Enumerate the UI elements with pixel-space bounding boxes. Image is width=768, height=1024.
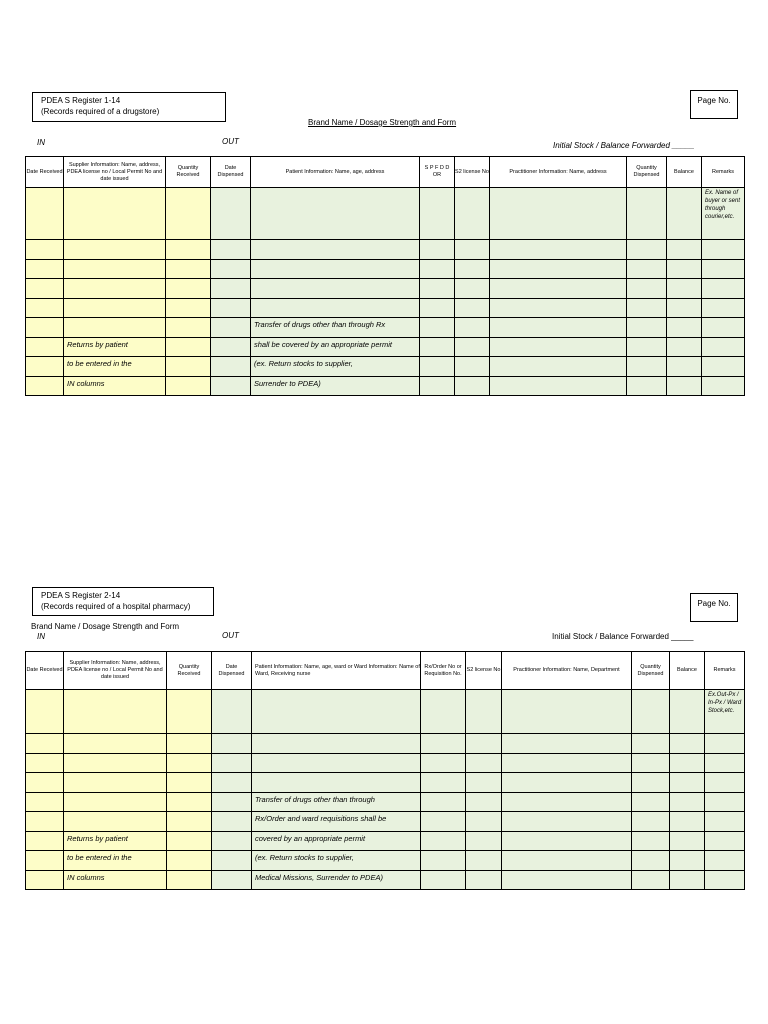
- form1-header-row: [26, 157, 745, 188]
- table-cell[interactable]: [166, 299, 211, 318]
- table-cell[interactable]: [26, 871, 64, 890]
- table-cell[interactable]: [705, 793, 745, 812]
- table-row: [26, 377, 745, 396]
- header-patient-ward-info: Patient Information: Name, age, ward or Ward Information: Name of Ward, Receiving nurse: [252, 652, 421, 690]
- table-row: [26, 793, 745, 812]
- form1-note-left-1: Returns by patient: [64, 338, 166, 357]
- table-cell[interactable]: [667, 188, 702, 240]
- table-row: [26, 260, 745, 279]
- table-cell[interactable]: [212, 851, 252, 871]
- table-cell[interactable]: [627, 240, 667, 260]
- header-quantity-dispensed: Quantity Dispensed: [632, 652, 670, 690]
- table-cell[interactable]: [64, 690, 167, 734]
- table-cell[interactable]: [420, 318, 455, 338]
- table-cell[interactable]: [670, 734, 705, 754]
- header-supplier-info: Supplier Information: Name, address, PDEA license no / Local Permit No and date issued: [64, 157, 166, 188]
- table-cell[interactable]: [26, 357, 64, 377]
- table-cell[interactable]: [212, 812, 252, 832]
- table-cell[interactable]: [667, 338, 702, 357]
- table-cell[interactable]: [490, 279, 627, 299]
- form2-page-no: Page No.: [697, 599, 731, 608]
- table-row: [26, 754, 745, 773]
- table-cell[interactable]: [26, 240, 64, 260]
- table-cell[interactable]: [705, 832, 745, 851]
- table-cell[interactable]: [26, 690, 64, 734]
- table-cell[interactable]: [705, 773, 745, 793]
- table-cell[interactable]: [166, 240, 211, 260]
- table-cell[interactable]: [466, 832, 502, 851]
- table-cell[interactable]: [64, 773, 167, 793]
- table-cell[interactable]: [64, 754, 167, 773]
- table-cell[interactable]: [26, 188, 64, 240]
- form2-header-row: [26, 652, 745, 690]
- table-cell[interactable]: [667, 318, 702, 338]
- table-cell[interactable]: [667, 240, 702, 260]
- table-cell[interactable]: [702, 357, 745, 377]
- table-cell[interactable]: [490, 188, 627, 240]
- table-cell[interactable]: [490, 240, 627, 260]
- table-cell[interactable]: [670, 871, 705, 890]
- form2-note-right-5: Medical Missions, Surrender to PDEA): [252, 871, 421, 890]
- table-row: [26, 299, 745, 318]
- form2-initial-stock: Initial Stock / Balance Forwarded _____: [552, 632, 694, 641]
- table-cell[interactable]: [667, 260, 702, 279]
- table-cell[interactable]: [455, 240, 490, 260]
- table-cell[interactable]: [211, 240, 251, 260]
- table-cell[interactable]: [252, 773, 421, 793]
- table-cell[interactable]: [632, 734, 670, 754]
- table-cell[interactable]: [64, 188, 166, 240]
- table-cell[interactable]: [64, 279, 166, 299]
- table-cell[interactable]: [667, 357, 702, 377]
- form1-out-label: OUT: [222, 137, 239, 146]
- form1-in-label: IN: [37, 138, 45, 147]
- table-cell[interactable]: [627, 299, 667, 318]
- form1-title-box: [32, 92, 226, 122]
- table-cell[interactable]: [421, 690, 466, 734]
- header-remarks: Remarks: [705, 652, 745, 690]
- table-cell[interactable]: [167, 754, 212, 773]
- table-cell[interactable]: [466, 812, 502, 832]
- table-cell[interactable]: [490, 318, 627, 338]
- table-cell[interactable]: [167, 871, 212, 890]
- table-cell[interactable]: [667, 279, 702, 299]
- table-cell[interactable]: [420, 188, 455, 240]
- form2-note-left-1: Returns by patient: [64, 832, 167, 851]
- table-cell[interactable]: [26, 812, 64, 832]
- table-cell[interactable]: [64, 260, 166, 279]
- table-cell[interactable]: [212, 734, 252, 754]
- table-row: [26, 832, 745, 851]
- table-cell[interactable]: [211, 318, 251, 338]
- form1-page-no: Page No.: [697, 96, 731, 105]
- header-remarks: Remarks: [702, 157, 745, 188]
- table-cell[interactable]: [502, 793, 632, 812]
- table-cell[interactable]: [167, 851, 212, 871]
- table-row: [26, 871, 745, 890]
- table-row: [26, 851, 745, 871]
- table-cell[interactable]: [702, 279, 745, 299]
- table-cell[interactable]: [632, 812, 670, 832]
- header-patient-info: Patient Information: Name, age, address: [251, 157, 420, 188]
- table-row: [26, 279, 745, 299]
- table-cell[interactable]: [705, 851, 745, 871]
- table-cell[interactable]: [421, 793, 466, 812]
- table-cell[interactable]: [627, 377, 667, 396]
- form1-title: PDEA S Register 1-14: [41, 96, 121, 105]
- table-cell[interactable]: [64, 812, 167, 832]
- table-cell[interactable]: [502, 871, 632, 890]
- table-cell[interactable]: [167, 793, 212, 812]
- table-cell[interactable]: [420, 260, 455, 279]
- table-cell[interactable]: [455, 260, 490, 279]
- table-row: [26, 188, 745, 240]
- form2-subtitle: (Records required of a hospital pharmacy): [41, 602, 191, 611]
- table-cell[interactable]: [26, 338, 64, 357]
- table-cell[interactable]: [420, 279, 455, 299]
- form2-note-left-2: to be entered in the: [64, 851, 167, 871]
- table-cell[interactable]: [627, 188, 667, 240]
- table-cell[interactable]: [421, 773, 466, 793]
- form1-subtitle: (Records required of a drugstore): [41, 107, 160, 116]
- table-cell[interactable]: [211, 188, 251, 240]
- table-cell[interactable]: [490, 357, 627, 377]
- table-cell[interactable]: [420, 338, 455, 357]
- table-cell[interactable]: [212, 793, 252, 812]
- header-date-dispensed: Date Dispensed: [212, 652, 252, 690]
- header-supplier-info: Supplier Information: Name, address, PDEA license no / Local Permit No and date issued: [64, 652, 167, 690]
- table-row: [26, 734, 745, 754]
- table-cell[interactable]: [627, 338, 667, 357]
- table-cell[interactable]: [252, 734, 421, 754]
- form2-note-right-4: (ex. Return stocks to supplier,: [252, 851, 421, 871]
- table-cell[interactable]: [466, 773, 502, 793]
- table-cell[interactable]: [166, 377, 211, 396]
- table-cell[interactable]: [251, 240, 420, 260]
- table-row: [26, 318, 745, 338]
- form1-note-right-2: shall be covered by an appropriate permit: [251, 338, 420, 357]
- table-cell[interactable]: [702, 318, 745, 338]
- table-cell[interactable]: [705, 754, 745, 773]
- table-cell[interactable]: [502, 734, 632, 754]
- header-s2-license: S2 license No: [466, 652, 502, 690]
- table-cell[interactable]: [251, 188, 420, 240]
- table-cell[interactable]: [670, 690, 705, 734]
- table-cell[interactable]: [502, 832, 632, 851]
- table-cell[interactable]: [26, 260, 64, 279]
- table-cell[interactable]: [466, 754, 502, 773]
- header-quantity-dispensed: Quantity Dispensed: [627, 157, 667, 188]
- table-cell[interactable]: [627, 357, 667, 377]
- table-cell[interactable]: [421, 832, 466, 851]
- table-cell[interactable]: [166, 338, 211, 357]
- form1-initial-stock: Initial Stock / Balance Forwarded _____: [553, 141, 695, 150]
- header-spfdd: S P F D D OR: [420, 157, 455, 188]
- table-cell[interactable]: [490, 338, 627, 357]
- header-balance: Balance: [670, 652, 705, 690]
- table-row: [26, 357, 745, 377]
- header-date-received: Date Received: [26, 652, 64, 690]
- form2-note-right-2: Rx/Order and ward requisitions shall be: [252, 812, 421, 832]
- table-cell[interactable]: [632, 690, 670, 734]
- table-cell[interactable]: [490, 377, 627, 396]
- table-cell[interactable]: [26, 734, 64, 754]
- table-cell[interactable]: [420, 357, 455, 377]
- table-cell[interactable]: [167, 812, 212, 832]
- table-cell[interactable]: [421, 754, 466, 773]
- table-cell[interactable]: [420, 299, 455, 318]
- header-date-received: Date Received: [26, 157, 64, 188]
- header-quantity-received: Quantity Received: [167, 652, 212, 690]
- table-cell[interactable]: [670, 812, 705, 832]
- table-cell[interactable]: [627, 279, 667, 299]
- header-practitioner-info: Practitioner Information: Name, Department: [502, 652, 632, 690]
- table-cell[interactable]: [632, 851, 670, 871]
- table-cell[interactable]: [421, 734, 466, 754]
- table-cell[interactable]: [64, 793, 167, 812]
- table-cell[interactable]: [702, 377, 745, 396]
- table-cell[interactable]: [166, 260, 211, 279]
- form1-note-left-3: IN columns: [64, 377, 166, 396]
- table-cell[interactable]: [702, 260, 745, 279]
- table-cell[interactable]: [26, 851, 64, 871]
- table-cell[interactable]: [212, 832, 252, 851]
- table-cell[interactable]: [64, 318, 166, 338]
- table-cell[interactable]: [455, 279, 490, 299]
- table-cell[interactable]: [670, 773, 705, 793]
- table-cell[interactable]: [26, 279, 64, 299]
- table-cell[interactable]: [420, 377, 455, 396]
- table-cell[interactable]: [455, 299, 490, 318]
- table-cell[interactable]: [212, 754, 252, 773]
- table-cell[interactable]: [702, 338, 745, 357]
- table-cell[interactable]: [632, 832, 670, 851]
- table-cell[interactable]: [26, 318, 64, 338]
- table-cell[interactable]: [490, 299, 627, 318]
- table-cell[interactable]: [502, 690, 632, 734]
- table-cell[interactable]: [421, 812, 466, 832]
- table-cell[interactable]: [420, 240, 455, 260]
- header-rx-order-no: Rx/Order No or Requisition No.: [421, 652, 466, 690]
- table-cell[interactable]: [166, 279, 211, 299]
- form2-register-table: [25, 651, 745, 890]
- table-cell[interactable]: [211, 299, 251, 318]
- table-cell[interactable]: [211, 260, 251, 279]
- table-cell[interactable]: [166, 188, 211, 240]
- table-row: [26, 338, 745, 357]
- table-cell[interactable]: [705, 871, 745, 890]
- table-cell[interactable]: [466, 871, 502, 890]
- table-cell[interactable]: [251, 279, 420, 299]
- form1-note-left-2: to be entered in the: [64, 357, 166, 377]
- table-cell[interactable]: [490, 260, 627, 279]
- form1-note-right-3: (ex. Return stocks to supplier,: [251, 357, 420, 377]
- table-cell[interactable]: [167, 773, 212, 793]
- table-cell[interactable]: [466, 851, 502, 871]
- form2-title-box: [32, 587, 214, 616]
- form2-remarks-note: Ex.Out-Px / In-Px / Ward Stock,etc.: [705, 690, 745, 734]
- table-cell[interactable]: [466, 793, 502, 812]
- table-cell[interactable]: [421, 851, 466, 871]
- header-quantity-received: Quantity Received: [166, 157, 211, 188]
- table-cell[interactable]: [64, 734, 167, 754]
- table-cell[interactable]: [455, 188, 490, 240]
- header-practitioner-info: Practitioner Information: Name, address: [490, 157, 627, 188]
- table-cell[interactable]: [455, 318, 490, 338]
- form1-page-no-box: [690, 90, 738, 119]
- form1-register-table: [25, 156, 745, 396]
- table-cell[interactable]: [212, 690, 252, 734]
- form1-remarks-note: Ex. Name of buyer or sent through courier,etc.: [702, 188, 745, 240]
- table-cell[interactable]: [252, 754, 421, 773]
- table-cell[interactable]: [702, 299, 745, 318]
- header-balance: Balance: [667, 157, 702, 188]
- form2-brand-label: Brand Name / Dosage Strength and Form: [31, 622, 180, 631]
- table-cell[interactable]: [627, 260, 667, 279]
- table-cell[interactable]: [670, 832, 705, 851]
- table-cell[interactable]: [26, 299, 64, 318]
- table-cell[interactable]: [26, 773, 64, 793]
- header-date-dispensed: Date Dispensed: [211, 157, 251, 188]
- table-cell[interactable]: [455, 338, 490, 357]
- table-cell[interactable]: [166, 318, 211, 338]
- table-cell[interactable]: [632, 773, 670, 793]
- table-cell[interactable]: [502, 851, 632, 871]
- table-row: [26, 812, 745, 832]
- table-cell[interactable]: [667, 377, 702, 396]
- table-cell[interactable]: [26, 832, 64, 851]
- table-cell[interactable]: [251, 260, 420, 279]
- form2-note-right-3: covered by an appropriate permit: [252, 832, 421, 851]
- table-cell[interactable]: [627, 318, 667, 338]
- table-cell[interactable]: [502, 773, 632, 793]
- table-cell[interactable]: [421, 871, 466, 890]
- table-cell[interactable]: [632, 871, 670, 890]
- table-cell[interactable]: [211, 338, 251, 357]
- form1-note-right-4: Surrender to PDEA): [251, 377, 420, 396]
- table-cell[interactable]: [166, 357, 211, 377]
- header-s2-license: S2 license No: [455, 157, 490, 188]
- table-cell[interactable]: [167, 690, 212, 734]
- form1-brand-label: Brand Name / Dosage Strength and Form: [308, 118, 457, 127]
- table-cell[interactable]: [466, 690, 502, 734]
- table-cell[interactable]: [211, 357, 251, 377]
- table-cell[interactable]: [466, 734, 502, 754]
- table-row: [26, 773, 745, 793]
- table-cell[interactable]: [212, 773, 252, 793]
- table-cell[interactable]: [670, 851, 705, 871]
- table-cell[interactable]: [64, 240, 166, 260]
- form2-note-right-1: Transfer of drugs other than through: [252, 793, 421, 812]
- table-cell[interactable]: [211, 279, 251, 299]
- table-cell[interactable]: [26, 754, 64, 773]
- table-cell[interactable]: [670, 793, 705, 812]
- table-cell[interactable]: [670, 754, 705, 773]
- table-cell[interactable]: [455, 377, 490, 396]
- table-cell[interactable]: [64, 299, 166, 318]
- table-cell[interactable]: [211, 377, 251, 396]
- table-cell[interactable]: [705, 812, 745, 832]
- table-cell[interactable]: [502, 754, 632, 773]
- form1-note-right-1: Transfer of drugs other than through Rx: [251, 318, 420, 338]
- table-cell[interactable]: [26, 793, 64, 812]
- table-cell[interactable]: [212, 871, 252, 890]
- table-row: [26, 690, 745, 734]
- form2-out-label: OUT: [222, 631, 239, 640]
- table-cell[interactable]: [167, 734, 212, 754]
- table-cell[interactable]: [632, 754, 670, 773]
- table-cell[interactable]: [502, 812, 632, 832]
- table-cell[interactable]: [705, 734, 745, 754]
- table-row: [26, 240, 745, 260]
- table-cell[interactable]: [252, 690, 421, 734]
- table-cell[interactable]: [26, 377, 64, 396]
- form2-title: PDEA S Register 2-14: [41, 591, 121, 600]
- form2-page-no-box: [690, 593, 738, 622]
- table-cell[interactable]: [167, 832, 212, 851]
- table-cell[interactable]: [702, 240, 745, 260]
- table-cell[interactable]: [667, 299, 702, 318]
- form2-in-label: IN: [37, 632, 45, 641]
- form2-note-left-3: IN columns: [64, 871, 167, 890]
- table-cell[interactable]: [251, 299, 420, 318]
- table-cell[interactable]: [455, 357, 490, 377]
- table-cell[interactable]: [632, 793, 670, 812]
